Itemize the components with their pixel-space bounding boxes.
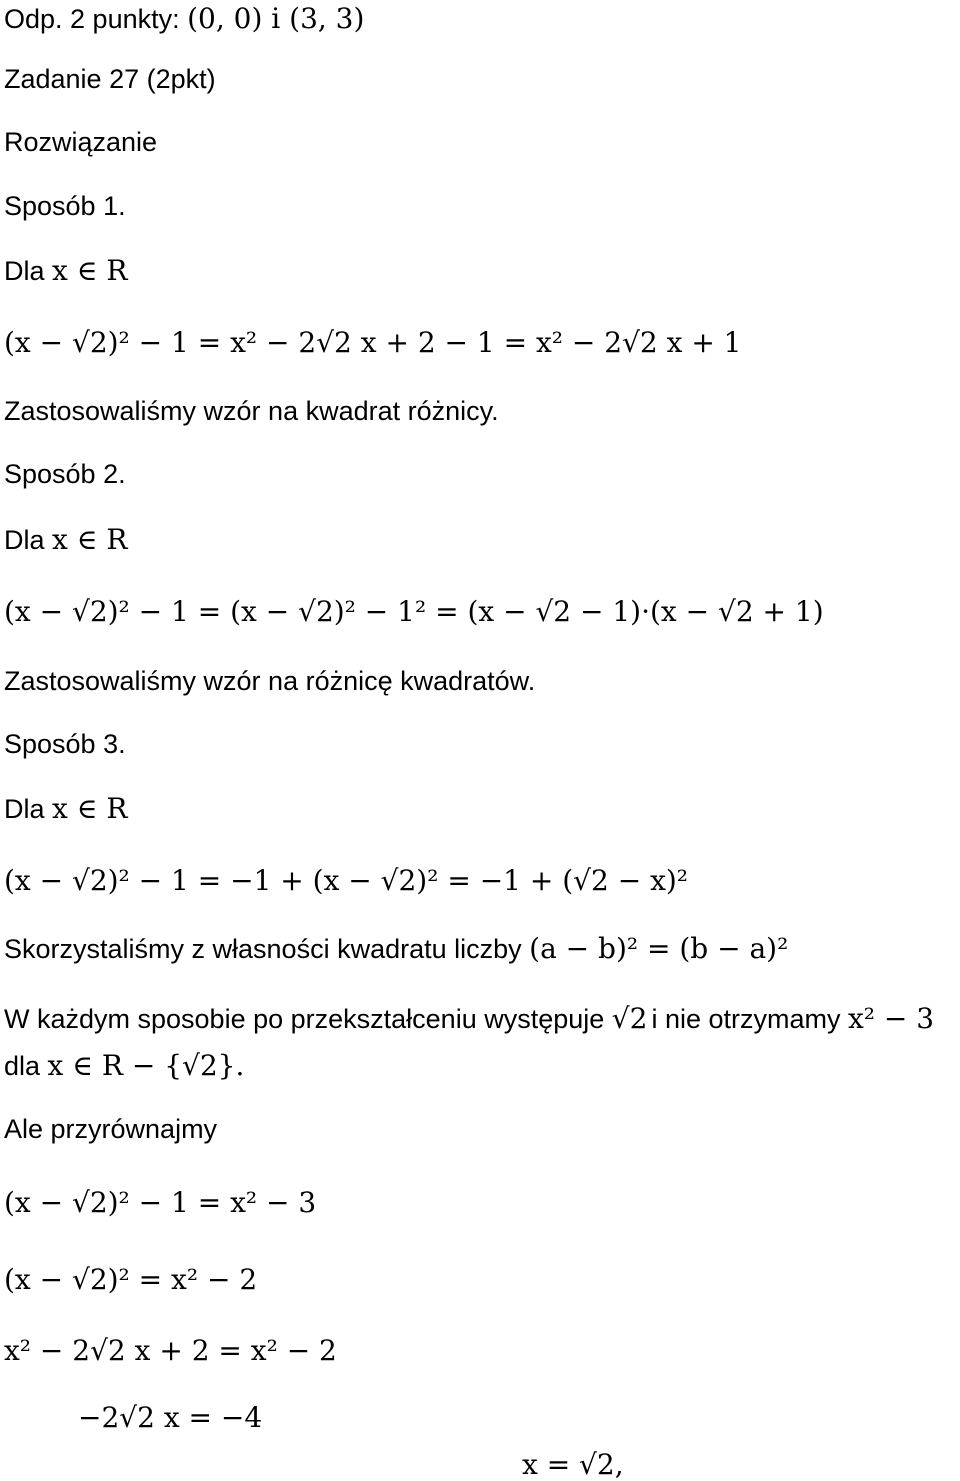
conclusion-domain-line: dla x ∈ R − {√2}.: [4, 1049, 245, 1082]
equation-2: (x − √2)² − 1 = (x − √2)² − 1² = (x − √2 − 1)·(x − √2 + 1): [4, 595, 824, 628]
equation-6: x² − 2√2 x + 2 = x² − 2: [4, 1334, 337, 1367]
answer-math: (0, 0) i (3, 3): [187, 2, 365, 35]
target-expression-math: x² − 3: [847, 1002, 935, 1035]
sqrt-two-math: √2: [611, 1002, 648, 1035]
equation-1: (x − √2)² − 1 = x² − 2√2 x + 2 − 1 = x² − 2√2 x + 1: [4, 326, 742, 359]
equation-4: (x − √2)² − 1 = x² − 3: [4, 1186, 317, 1219]
restricted-domain-math: x ∈ R − {√2}.: [47, 1049, 245, 1082]
equation-5: (x − √2)² = x² − 2: [4, 1263, 258, 1296]
equation-3: (x − √2)² − 1 = −1 + (x − √2)² = −1 + (√2 − x)²: [4, 864, 689, 897]
task-title: Zadanie 27 (2pkt): [4, 64, 216, 94]
equate-heading: Ale przyrównajmy: [4, 1114, 218, 1144]
method-2-heading: Sposób 2.: [4, 459, 126, 489]
domain-line-2: Dla x ∈ R: [4, 523, 128, 556]
domain-math-2: x ∈ R: [52, 523, 128, 556]
domain-line-3: Dla x ∈ R: [4, 792, 128, 825]
answer-line: [4, 2, 364, 35]
domain-math-1: x ∈ R: [52, 254, 128, 287]
square-property-math: (a − b)² = (b − a)²: [529, 932, 789, 965]
conclusion-line: W każdym sposobie po przekształceniu występuje √2 i nie otrzymamy x² − 3: [4, 1002, 935, 1035]
domain-math-3: x ∈ R: [52, 792, 128, 825]
equation-8: x = √2,: [522, 1448, 624, 1481]
answer-label: Odp. 2 punkty:: [4, 4, 188, 34]
method-2-note: Zastosowaliśmy wzór na różnicę kwadratów.: [4, 666, 536, 696]
domain-line-1: Dla x ∈ R: [4, 254, 128, 287]
method-1-heading: Sposób 1.: [4, 191, 126, 221]
method-3-note: Skorzystaliśmy z własności kwadratu liczby (a − b)² = (b − a)²: [4, 932, 789, 965]
method-3-heading: Sposób 3.: [4, 729, 126, 759]
solution-heading: Rozwiązanie: [4, 127, 158, 157]
method-1-note: Zastosowaliśmy wzór na kwadrat różnicy.: [4, 396, 499, 426]
equation-7: −2√2 x = −4: [78, 1401, 263, 1434]
